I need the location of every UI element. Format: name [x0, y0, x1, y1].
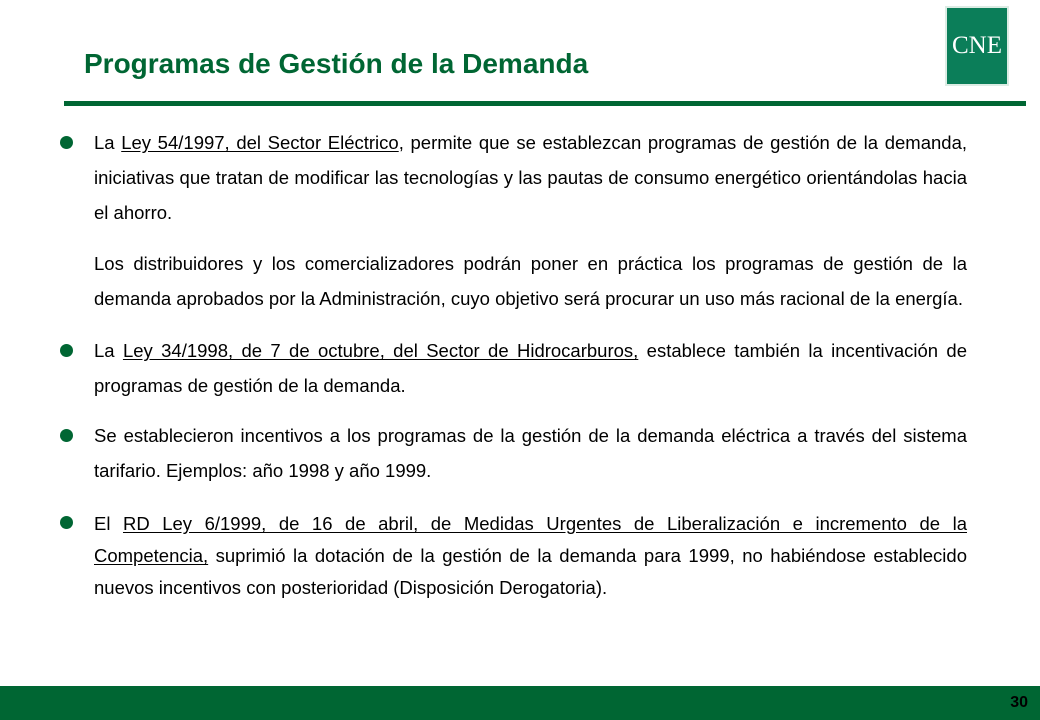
law-reference-link[interactable]: RD Ley 6/1999, de 16 de abril, de Medidas Urgentes de Liberalización e incremento de la Competencia,: [94, 513, 967, 566]
logo-text: CNE: [952, 32, 1002, 59]
law-reference-link[interactable]: Ley 54/1997, del Sector Eléctrico: [121, 132, 399, 153]
bullet-text-post: establece también la incentivación de programas de gestión de la demanda.: [94, 340, 968, 396]
bullet-text-pre: El: [94, 513, 123, 534]
bullet-text-pre: La: [94, 340, 123, 361]
footer-bar: [0, 686, 1040, 720]
bullet-item: [55, 418, 967, 488]
bullet-text: [94, 125, 967, 230]
bullet-text-post: suprimió la dotación de la gestión de la demanda para 1999, no habiéndose establecido nuevos incentivos con posterioridad (Disposición Derogatoria).: [94, 545, 967, 598]
bullet-text: [94, 333, 967, 403]
slide-title: Programas de Gestión de la Demanda: [84, 48, 589, 79]
bullet-continuation-text: Los distribuidores y los comercializadores podrán poner en práctica los programas de gestión de la demanda aprobados por la Administración, cuyo objetivo será procurar un uso más racional de la energía.: [94, 253, 967, 309]
bullet-text: Se establecieron incentivos a los programas de la gestión de la demanda eléctrica a través del sistema tarifario. Ejemplos: año 1998 y año 1999.: [94, 425, 967, 481]
law-reference-link[interactable]: Ley 34/1998, de 7 de octubre, del Sector de Hidrocarburos,: [122, 340, 639, 361]
slide-content: [55, 125, 967, 604]
bullet-dot-icon: [60, 516, 73, 529]
bullet-dot-icon: [60, 344, 73, 357]
bullet-item: [55, 125, 967, 316]
bullet-text-pre: La: [94, 132, 122, 153]
page-number: 30: [1010, 694, 1028, 711]
title-divider: [64, 101, 1026, 106]
cne-logo: [945, 6, 1009, 86]
bullet-text-post: , permite que se establezcan programas de gestión de la demanda, iniciativas que tratan de modificar las tecnologías y las pautas de consumo energético orientándolas hacia el ahorro.: [94, 132, 967, 223]
bullet-item: [55, 333, 967, 403]
bullet-text: [94, 508, 967, 604]
bullet-dot-icon: [60, 429, 73, 442]
bullet-item: [55, 508, 967, 604]
bullet-dot-icon: [60, 136, 73, 149]
